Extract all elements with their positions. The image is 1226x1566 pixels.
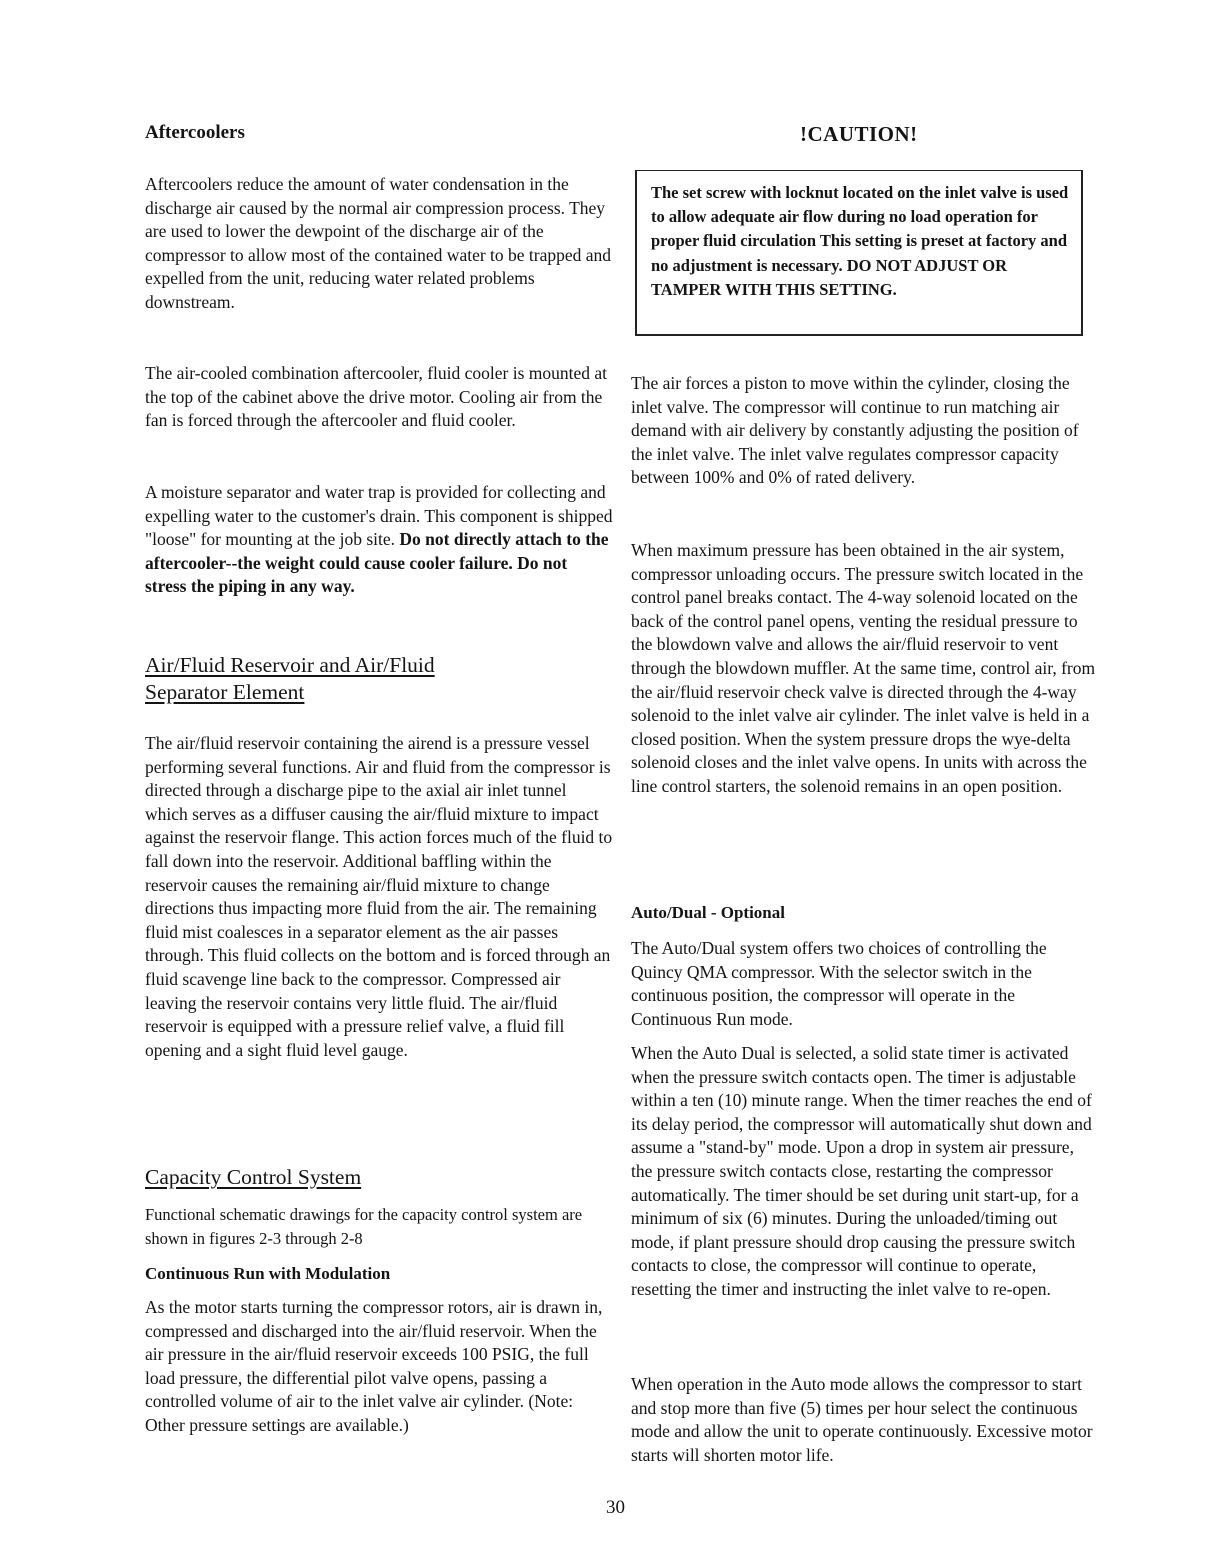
auto-dual-paragraph-2: When the Auto Dual is selected, a solid state timer is activated when the pressure switch contacts open. The timer is adjustable within a ten (10) minute range. When the timer reaches the end of its delay period, the compressor will automatically shut down and assume a "stand-by" mode. Upon a drop in system air pressure, the pressure switch contacts close, restarting the compressor automatically. The timer should be set during unit start-up, for a minimum of six (6) minutes. During the unloaded/timing out mode, if plant pressure should drop causing the pressure switch contacts to close, the compressor will continue to operate, resetting the timer and instructing the inlet valve to re-open. (631, 1043, 1092, 1299)
caution-text-2: DO NOT ADJUST OR TAMPER WITH THIS SETTING. (651, 255, 1008, 299)
capacity-control-heading: Capacity Control System (145, 1165, 362, 1189)
reservoir-heading (145, 652, 613, 706)
page-number: 30 (606, 1497, 625, 1518)
reservoir-heading-line-2: Separator Element (145, 680, 305, 704)
auto-dual-paragraph-3: When operation in the Auto mode allows the compressor to start and stop more than five (5) times per hour select the continuous mode and allow the unit to operate continuously. Excessive motor starts will shorten motor life. (631, 1374, 1093, 1465)
aftercoolers-paragraph-3-text: A moisture separator and water trap is provided for collecting and expelling water to the customer's drain. This component is shipped "loose" for mounting at the job site. (145, 482, 613, 550)
caution-heading: !CAUTION! (800, 122, 918, 146)
continuous-run-paragraph: As the motor starts turning the compressor rotors, air is drawn in, compressed and discharged into the air/fluid reservoir. When the air pressure in the air/fluid reservoir exceeds 100 PSIG, the full load pressure, the differential pilot valve opens, passing a controlled volume of air to the inlet valve air cylinder. (Note: Other pressure settings are available.) (145, 1297, 603, 1435)
auto-dual-paragraph-1: The Auto/Dual system offers two choices of controlling the Quincy QMA compressor. With the selector switch in the continuous position, the compressor will operate in the Continuous Run mode. (631, 938, 1047, 1029)
caution-box (635, 170, 1083, 336)
reservoir-heading-line-1: Air/Fluid Reservoir and Air/Fluid (145, 653, 435, 677)
capacity-control-paragraph: Functional schematic drawings for the capacity control system are shown in figures 2-3 through 2-8 (145, 1205, 583, 1248)
aftercoolers-warning: Do not directly attach to the aftercooler--the weight could cause cooler failure. Do not stress the piping in any way. (145, 529, 609, 597)
unloading-paragraph: When maximum pressure has been obtained in the air system, compressor unloading occurs. The pressure switch located in the control panel breaks contact. The 4-way solenoid located on the back of the control panel opens, venting the residual pressure to the blowdown valve and allows the air/fluid reservoir to vent through the blowdown muffler. At the same time, control air, from the air/fluid reservoir check valve is directed through the 4-way solenoid to the inlet valve air cylinder. The inlet valve is held in a closed position. When the system pressure drops the wye-delta solenoid closes and the inlet valve opens. In units with across the line control starters, the solenoid remains in an open position. (631, 540, 1096, 796)
aftercoolers-heading: Aftercoolers (145, 122, 245, 143)
auto-dual-heading: Auto/Dual - Optional (631, 903, 785, 922)
aftercoolers-paragraph-2: The air-cooled combination aftercooler, fluid cooler is mounted at the top of the cabinet above the drive motor. Cooling air from the fan is forced through the aftercooler and fluid cooler. (145, 363, 608, 431)
aftercoolers-paragraph-3 (145, 481, 613, 599)
caution-text-1: The set screw with locknut located on the inlet valve is used to allow adequate air flow during no load operation for proper fluid circulation This setting is preset at factory and no adjustment is necessary. (651, 183, 1069, 275)
aftercoolers-paragraph-1: Aftercoolers reduce the amount of water condensation in the discharge air caused by the normal air compression process. They are used to lower the dewpoint of the discharge air of the compressor to allow most of the contained water to be trapped and expelled from the unit, reducing water related problems downstream. (145, 174, 612, 312)
inlet-valve-paragraph: The air forces a piston to move within the cylinder, closing the inlet valve. The compressor will continue to run matching air demand with air delivery by constantly adjusting the position of the inlet valve. The inlet valve regulates compressor capacity between 100% and 0% of rated delivery. (631, 373, 1079, 488)
reservoir-paragraph: The air/fluid reservoir containing the airend is a pressure vessel performing several functions. Air and fluid from the compressor is directed through a discharge pipe to the axial air inlet tunnel which serves as a diffuser causing the air/fluid mixture to impact against the reservoir flange. This action forces much of the fluid to fall down into the reservoir. Additional baffling within the reservoir causes the remaining air/fluid mixture to change directions thus impacting more fluid from the air. The remaining fluid mist coalesces in a separator element as the air passes through. This fluid collects on the bottom and is forced through an fluid scavenge line back to the compressor. Compressed air leaving the reservoir contains very little fluid. The air/fluid reservoir is equipped with a pressure relief valve, a fluid fill opening and a sight fluid level gauge. (145, 733, 613, 1060)
continuous-run-heading: Continuous Run with Modulation (145, 1264, 391, 1283)
caution-text (651, 181, 1071, 302)
